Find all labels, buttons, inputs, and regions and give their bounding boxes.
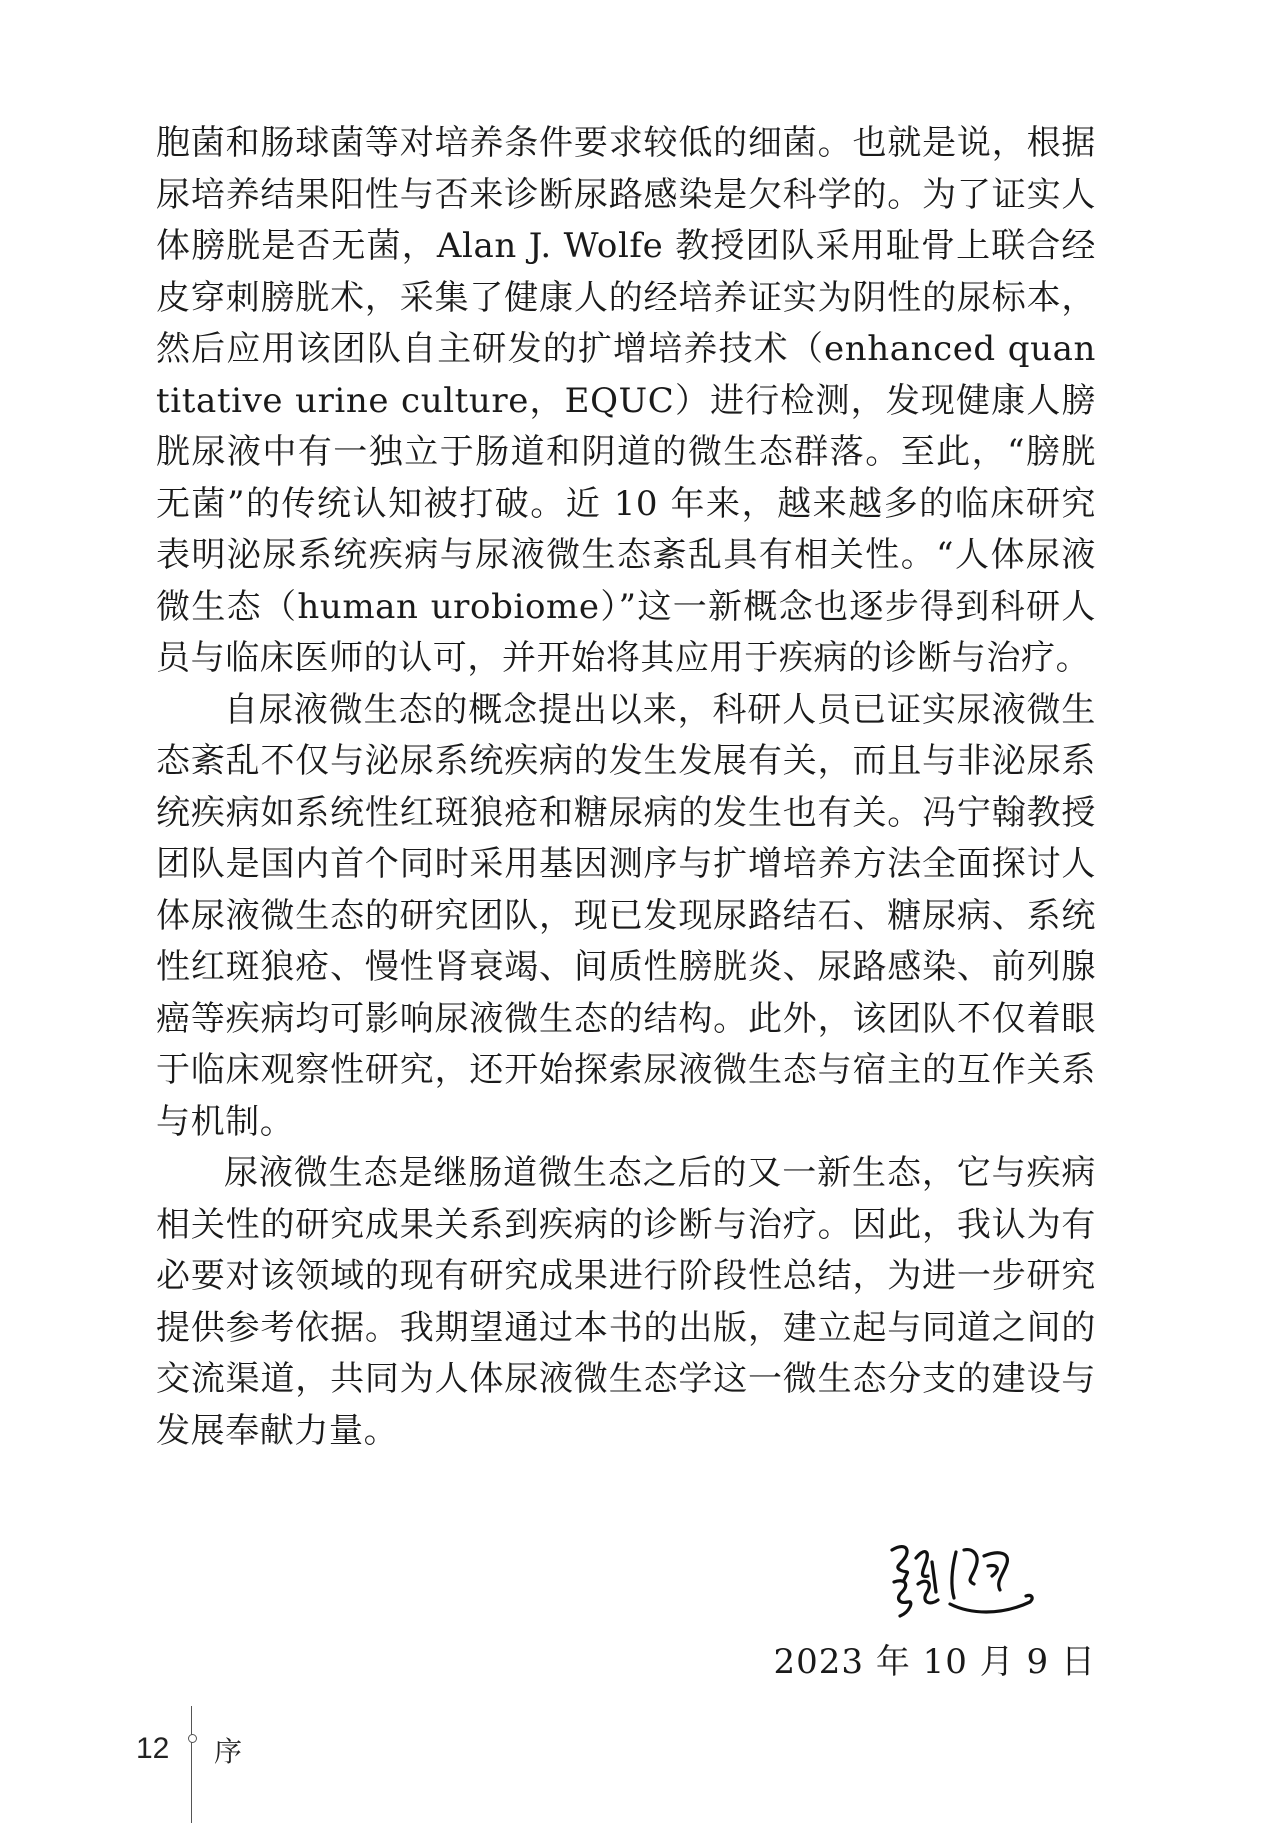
date-line: 2023 年 10 月 9 日 bbox=[773, 1642, 1096, 1682]
section-name: 序 bbox=[214, 1735, 243, 1768]
paragraph-3: 尿液微生态是继肠道微生态之后的又一新生态，它与疾病相关性的研究成果关系到疾病的诊断与治疗。因此，我认为有必要对该领域的现有研究成果进行阶段性总结，为进一步研究提供参考依据。我期望通过本书的出版，建立起与同道之间的交流渠道，共同为人体尿液微生态学这一微生态分支的建设与发展奉献力量。 bbox=[156, 1153, 1096, 1451]
page-number: 12 bbox=[136, 1732, 170, 1765]
page-body bbox=[156, 118, 1096, 1457]
page-footer bbox=[0, 1706, 1280, 1823]
handwritten-signature bbox=[880, 1532, 1040, 1624]
footer-divider bbox=[191, 1706, 192, 1823]
paragraph-2: 自尿液微生态的概念提出以来，科研人员已证实尿液微生态紊乱不仅与泌尿系统疾病的发生发展有关，而且与非泌尿系统疾病如系统性红斑狼疮和糖尿病的发生也有关。冯宁翰教授团队是国内首个同时采用基因测序与扩增培养方法全面探讨人体尿液微生态的研究团队，现已发现尿路结石、糖尿病、系统性红斑狼疮、慢性肾衰竭、间质性膀胱炎、尿路感染、前列腺癌等疾病均可影响尿液微生态的结构。此外，该团队不仅着眼于临床观察性研究，还开始探索尿液微生态与宿主的互作关系与机制。 bbox=[156, 689, 1096, 1142]
paragraph-1: 胞菌和肠球菌等对培养条件要求较低的细菌。也就是说，根据尿培养结果阳性与否来诊断尿路感染是欠科学的。为了证实人体膀胱是否无菌，Alan J. Wolfe 教授团队采用耻骨上联合经皮穿刺膀胱术，采集了健康人的经培养证实为阴性的尿标本，然后应用该团队自主研发的扩增培养技术（enhanced quantitative urine culture，EQUC）进行检测，发现健康人膀胱尿液中有一独立于肠道和阴道的微生态群落。至此，“膀胱无菌”的传统认知被打破。近 10 年来，越来越多的临床研究表明泌尿系统疾病与尿液微生态紊乱具有相关性。“人体尿液微生态（human urobiome）”这一新概念也逐步得到科研人员与临床医师的认可，并开始将其应用于疾病的诊断与治疗。 bbox=[156, 123, 1096, 678]
footer-dot-ornament bbox=[188, 1734, 197, 1743]
